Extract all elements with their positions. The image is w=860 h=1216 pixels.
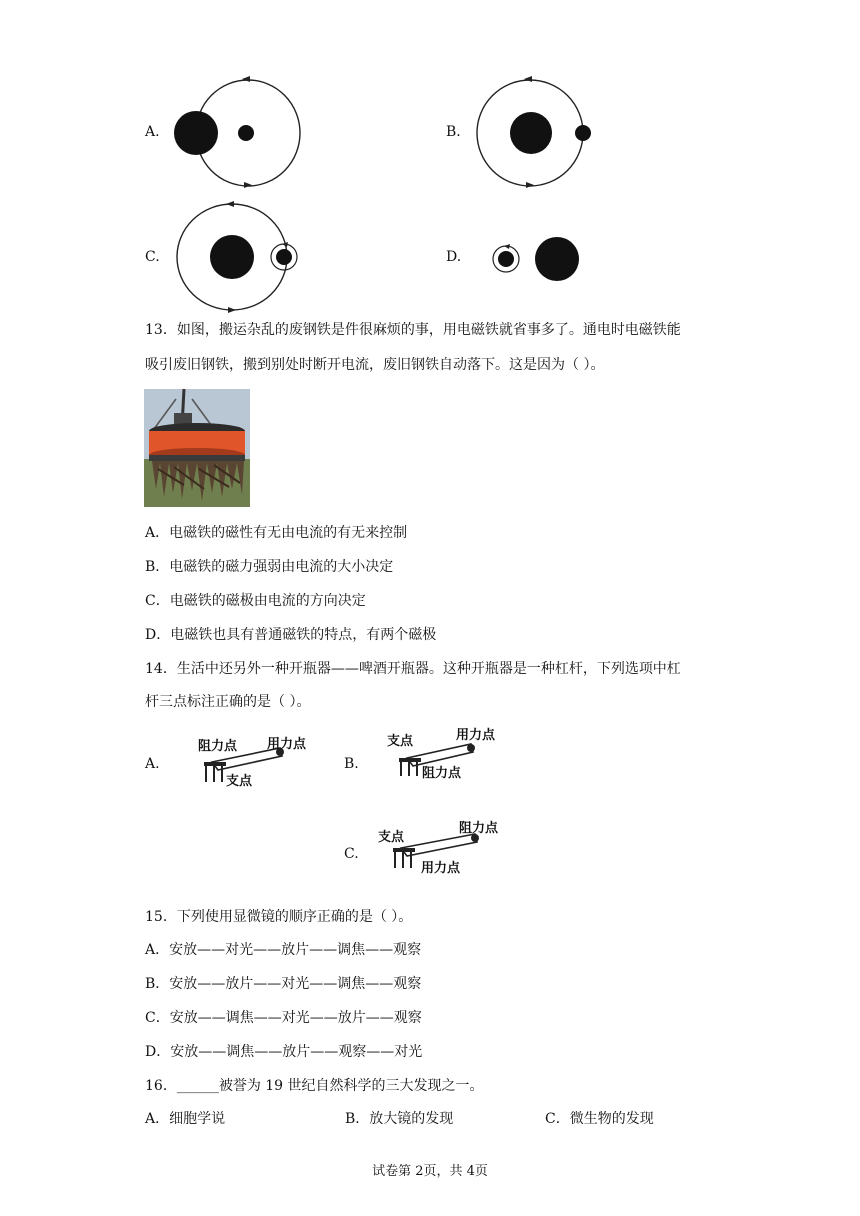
q14-a-label-top-right: 用力点 [267, 737, 307, 752]
q14-c-label-top-left: 支点 [378, 830, 405, 845]
q16-stem-line: 16．______被誉为 19 世纪自然科学的三大发现之一。 [145, 1078, 484, 1094]
q12-option-a-label: A. [145, 124, 160, 140]
q15-option-c: C．安放——调焦——对光——放片——观察 [145, 1010, 422, 1026]
q14-stem-line1: 14．生活中还另外一种开瓶器——啤酒开瓶器。这种开瓶器是一种杠杆，下列选项中杠 [145, 661, 681, 677]
q14-a-label-top-left: 阻力点 [198, 739, 238, 754]
q13-option-b: B．电磁铁的磁力强弱由电流的大小决定 [145, 559, 394, 575]
q14-b-label-top-left: 支点 [387, 734, 414, 749]
q12-option-c-diagram [172, 202, 312, 314]
q12-option-d-diagram [488, 236, 588, 286]
q14-b-label-top-right: 用力点 [456, 728, 496, 743]
q12-option-b-diagram [470, 78, 610, 190]
q15-option-a: A．安放——对光——放片——调焦——观察 [145, 942, 422, 958]
q12-option-b-label: B. [446, 124, 461, 140]
q12-option-a-diagram [170, 78, 310, 190]
q13-option-c: C．电磁铁的磁极由电流的方向决定 [145, 593, 366, 609]
q16-option-c: C．微生物的发现 [545, 1111, 654, 1127]
q12-option-d-label: D. [446, 249, 462, 265]
q15-option-b: B．安放——放片——对光——调焦——观察 [145, 976, 422, 992]
page-footer: 试卷第 2页，共 4页 [372, 1164, 488, 1179]
q15-stem: 15．下列使用显微镜的顺序正确的是（ ）。 [145, 909, 413, 925]
q16-blank: ______ [176, 1078, 219, 1094]
q13-stem-line2: 吸引废旧钢铁，搬到别处时断开电流，废旧钢铁自动落下。这是因为（ ）。 [145, 357, 605, 373]
q16-stem: 被誉为 19 世纪自然科学的三大发现之一。 [218, 1078, 484, 1094]
q12-option-c-label: C. [145, 249, 160, 265]
q14-a-label-bottom: 支点 [226, 774, 253, 789]
electromagnet-photo [144, 389, 250, 507]
q14-b-label-bottom: 阻力点 [422, 766, 462, 781]
q13-stem-line1: 13．如图，搬运杂乱的废钢铁是件很麻烦的事，用电磁铁就省事多了。通电时电磁铁能 [145, 322, 681, 338]
q16-option-a: A．细胞学说 [145, 1111, 226, 1127]
q16-option-b: B．放大镜的发现 [345, 1111, 454, 1127]
q13-option-d: D．电磁铁也具有普通磁铁的特点，有两个磁极 [145, 627, 437, 643]
q14-option-c-label: C. [344, 846, 359, 862]
q14-stem-line2: 杆三点标注正确的是（ ）。 [145, 694, 311, 710]
q14-option-a-label: A. [145, 756, 160, 772]
q13-option-a: A．电磁铁的磁性有无由电流的有无来控制 [145, 525, 408, 541]
q14-option-b-label: B. [344, 756, 359, 772]
q14-c-label-bottom: 用力点 [421, 861, 461, 876]
q14-c-label-top-right: 阻力点 [459, 821, 499, 836]
q15-option-d: D．安放——调焦——放片——观察——对光 [145, 1044, 423, 1060]
